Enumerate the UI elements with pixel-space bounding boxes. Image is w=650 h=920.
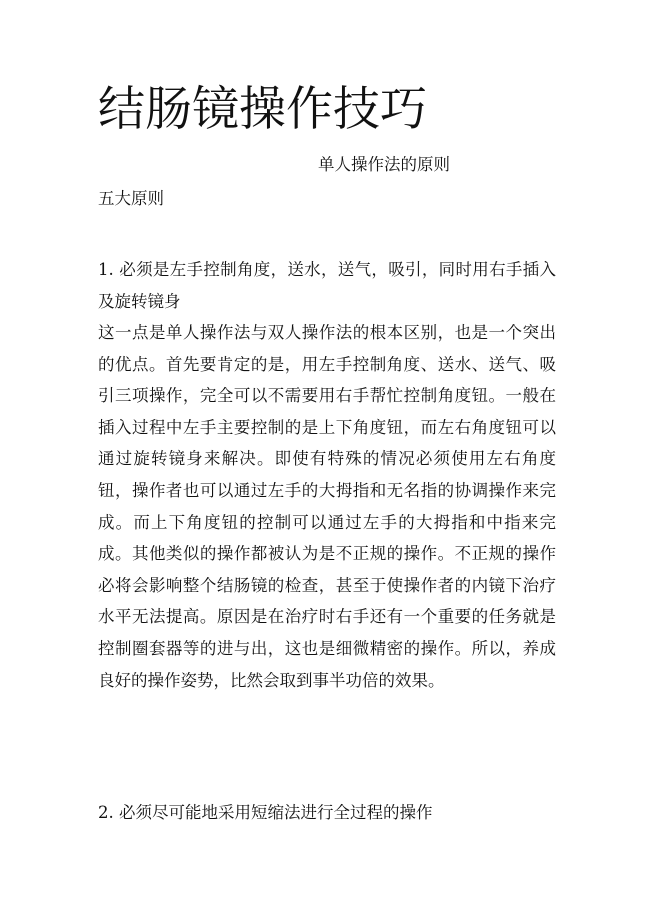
principle-1: 1. 必须是左手控制角度，送水，送气，吸引，同时用右手插入及旋转镜身 [98,260,556,311]
document-title: 结肠镜操作技巧 [98,82,427,137]
section-heading: 五大原则 [98,189,164,208]
principle-1-explanation: 这一点是单人操作法与双人操作法的根本区别，也是一个突出的优点。首先要肯定的是，用左手控制角度、送水、送气、吸引三项操作，完全可以不需要用右手帮忙控制角度钮。一般在插入过程中左手主要控制的是上下角度钮，而左右角度钮可以通过旋转镜身来解决。即使有特殊的情况必须使用左右角度钮，操作者也可以通过左手的大拇指和无名指的协调操作来完成。而上下角度钮的控制可以通过左手的大拇指和中指来完成。其他类似的操作都被认为是不正规的操作。不正规的操作必将会影响整个结肠镜的检查，甚至于使操作者的内镜下治疗水平无法提高。原因是在治疗时右手还有一个重要的任务就是控制圈套器等的进与出，这也是细微精密的操作。所以，养成良好的操作姿势，比然会取到事半功倍的效果。 [98,323,556,690]
document-subtitle: 单人操作法的原则 [318,155,450,174]
principle-2: 2. 必须尽可能地采用短缩法进行全过程的操作 [98,803,433,822]
